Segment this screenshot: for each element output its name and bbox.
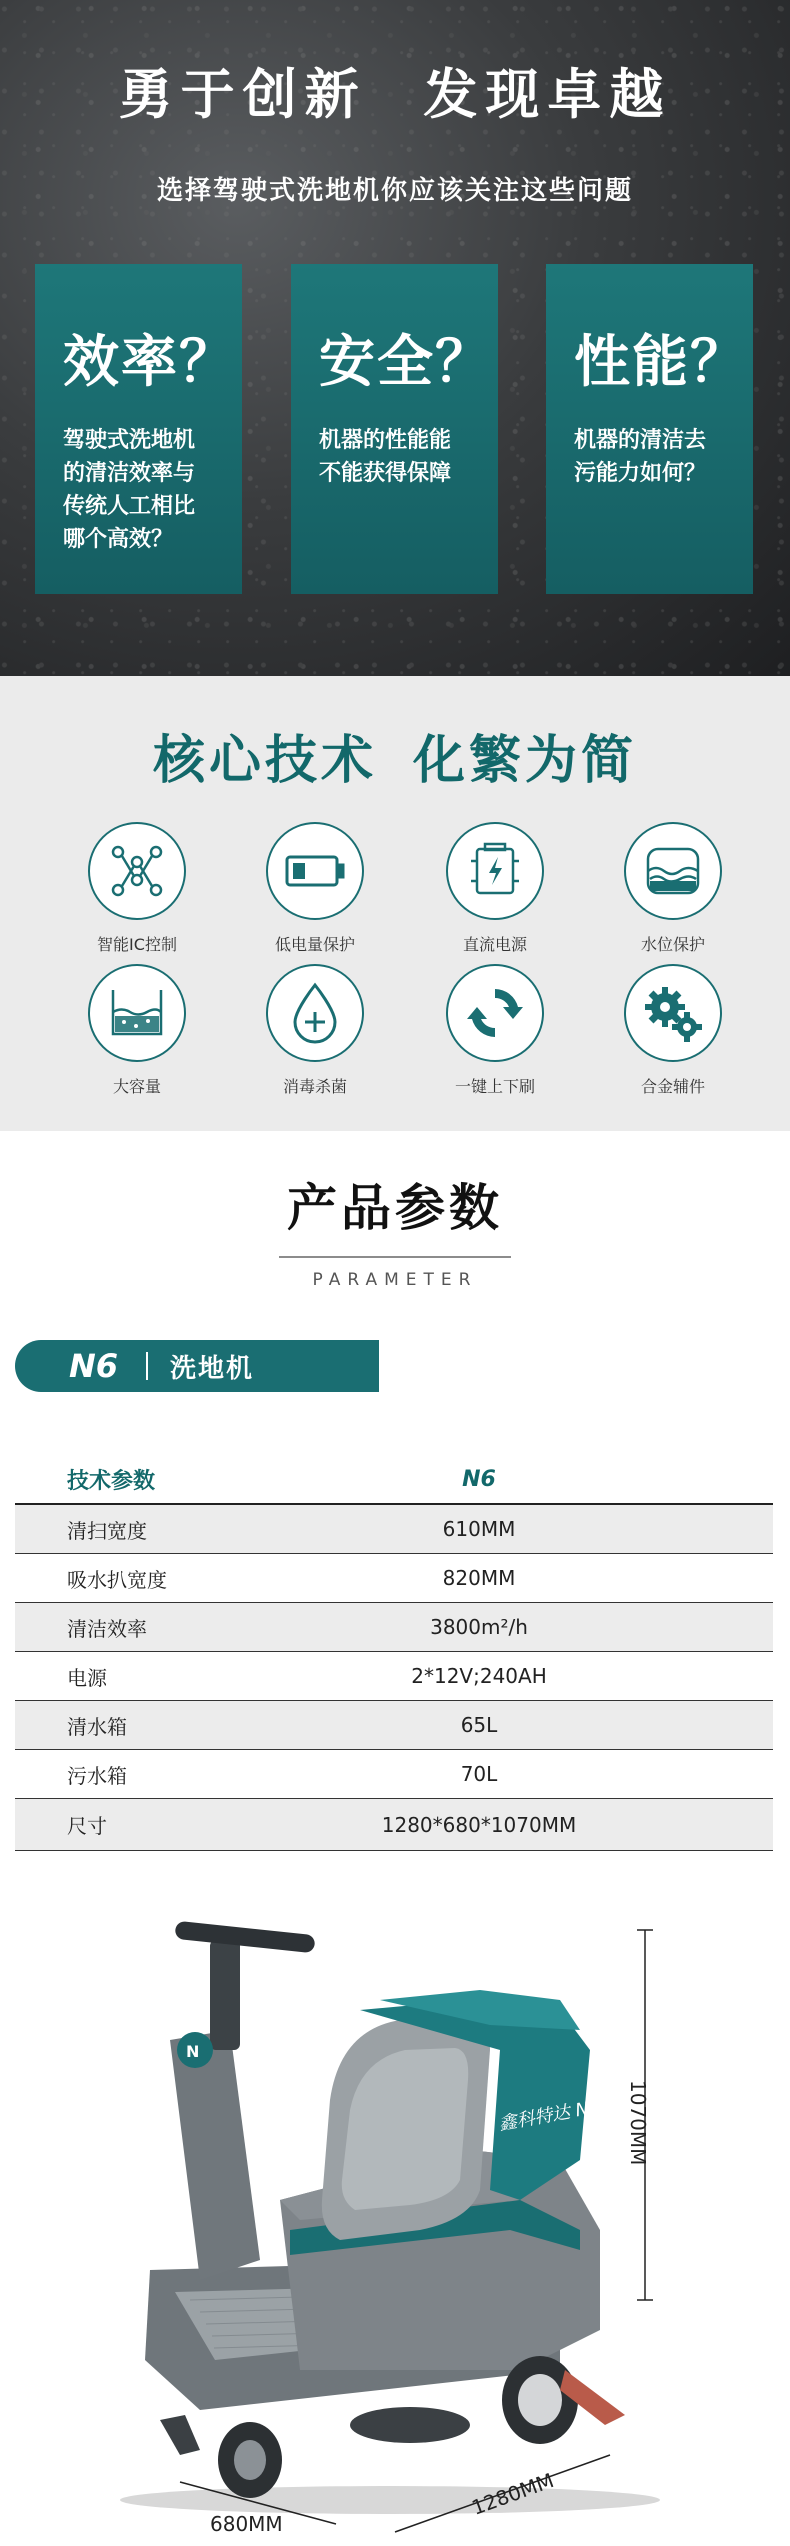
question-card-title: 安全？ <box>319 330 493 395</box>
dimension-width: 680MM <box>210 2512 283 2536</box>
hero-title: 勇于创新 发现卓越 <box>118 63 672 126</box>
spec-header-value: N6 <box>462 1467 496 1492</box>
table-row <box>15 1505 773 1554</box>
feature-label: 低电量保护 <box>274 935 355 954</box>
feature-ic-control <box>72 822 202 955</box>
feature-dc-power <box>430 822 560 955</box>
spec-header-key: 技术参数 <box>67 1469 156 1494</box>
feature-label: 消毒杀菌 <box>282 1077 347 1096</box>
hero-section <box>0 0 790 676</box>
dimension-height: 1070MM <box>626 2080 650 2166</box>
core-tech-title: 核心技术 化繁为简 <box>152 731 638 791</box>
water-level-icon <box>624 822 722 920</box>
spec-value: 3800m²/h <box>430 1615 528 1639</box>
question-card-safety <box>291 264 498 594</box>
question-card-detail: 机器的性能能不能获得保障 <box>319 428 452 486</box>
machine-illustration <box>0 1900 790 2542</box>
parameter-title: 产品参数 <box>287 1179 503 1237</box>
table-row <box>15 1799 773 1851</box>
spec-table <box>15 1456 773 1851</box>
svg-text:N: N <box>186 2042 200 2061</box>
dc-power-icon <box>446 822 544 920</box>
spec-value: 2*12V;240AH <box>411 1664 547 1688</box>
feature-label: 智能IC控制 <box>97 935 177 954</box>
feature-disinfect <box>250 964 380 1097</box>
spec-key: 吸水扒宽度 <box>67 1567 167 1592</box>
question-card-performance <box>546 264 753 594</box>
table-row <box>15 1750 773 1799</box>
scrubber-machine-image <box>0 1900 790 2542</box>
model-separator <box>146 1352 148 1380</box>
table-row <box>15 1603 773 1652</box>
core-tech-section <box>0 676 790 1131</box>
gears-icon <box>624 964 722 1062</box>
machine-brand-text: 鑫科特达 N6 <box>497 2096 602 2135</box>
disinfect-drop-icon <box>266 964 364 1062</box>
model-name: N6 <box>69 1347 119 1385</box>
model-banner <box>15 1340 379 1392</box>
feature-label: 一键上下刷 <box>454 1077 535 1096</box>
spec-table-header <box>15 1456 773 1505</box>
capacity-tank-icon <box>88 964 186 1062</box>
feature-label: 水位保护 <box>640 935 705 954</box>
question-card-title: 效率？ <box>63 330 237 395</box>
feature-label: 直流电源 <box>462 935 527 954</box>
spec-key: 污水箱 <box>67 1763 127 1788</box>
table-row <box>15 1652 773 1701</box>
question-card-detail: 驾驶式洗地机的清洁效率与传统人工相比哪个高效？ <box>63 428 196 552</box>
spec-key: 清扫宽度 <box>67 1518 147 1543</box>
hero-subtitle: 选择驾驶式洗地机你应该关注这些问题 <box>156 176 633 206</box>
spec-value: 610MM <box>442 1517 516 1541</box>
ic-chip-icon <box>88 822 186 920</box>
feature-label: 合金辅件 <box>640 1077 705 1096</box>
question-card-title: 性能？ <box>574 330 748 395</box>
feature-label: 大容量 <box>112 1077 161 1096</box>
spec-value: 1280*680*1070MM <box>381 1812 577 1837</box>
spec-key: 尺寸 <box>67 1814 107 1838</box>
table-row <box>15 1554 773 1603</box>
feature-one-key-brush <box>430 964 560 1097</box>
spec-key: 清洁效率 <box>67 1616 147 1641</box>
feature-alloy-parts <box>608 964 738 1097</box>
feature-low-battery <box>250 822 380 955</box>
spec-value: 70L <box>460 1762 498 1786</box>
spec-value: 820MM <box>442 1566 516 1590</box>
dimension-length: 1280MM <box>468 2468 557 2520</box>
model-type: 洗地机 <box>170 1353 255 1384</box>
feature-capacity <box>72 964 202 1097</box>
spec-key: 清水箱 <box>67 1714 127 1739</box>
refresh-brush-icon <box>446 964 544 1062</box>
table-row <box>15 1701 773 1750</box>
question-card-detail: 机器的清洁去污能力如何？ <box>574 428 707 486</box>
battery-icon <box>266 822 364 920</box>
spec-key: 电源 <box>67 1665 107 1690</box>
spec-value: 65L <box>460 1713 498 1737</box>
question-card-efficiency <box>35 264 242 594</box>
parameter-divider <box>279 1256 511 1258</box>
feature-water-level <box>608 822 738 955</box>
parameter-subtitle: PARAMETER <box>312 1270 478 1290</box>
